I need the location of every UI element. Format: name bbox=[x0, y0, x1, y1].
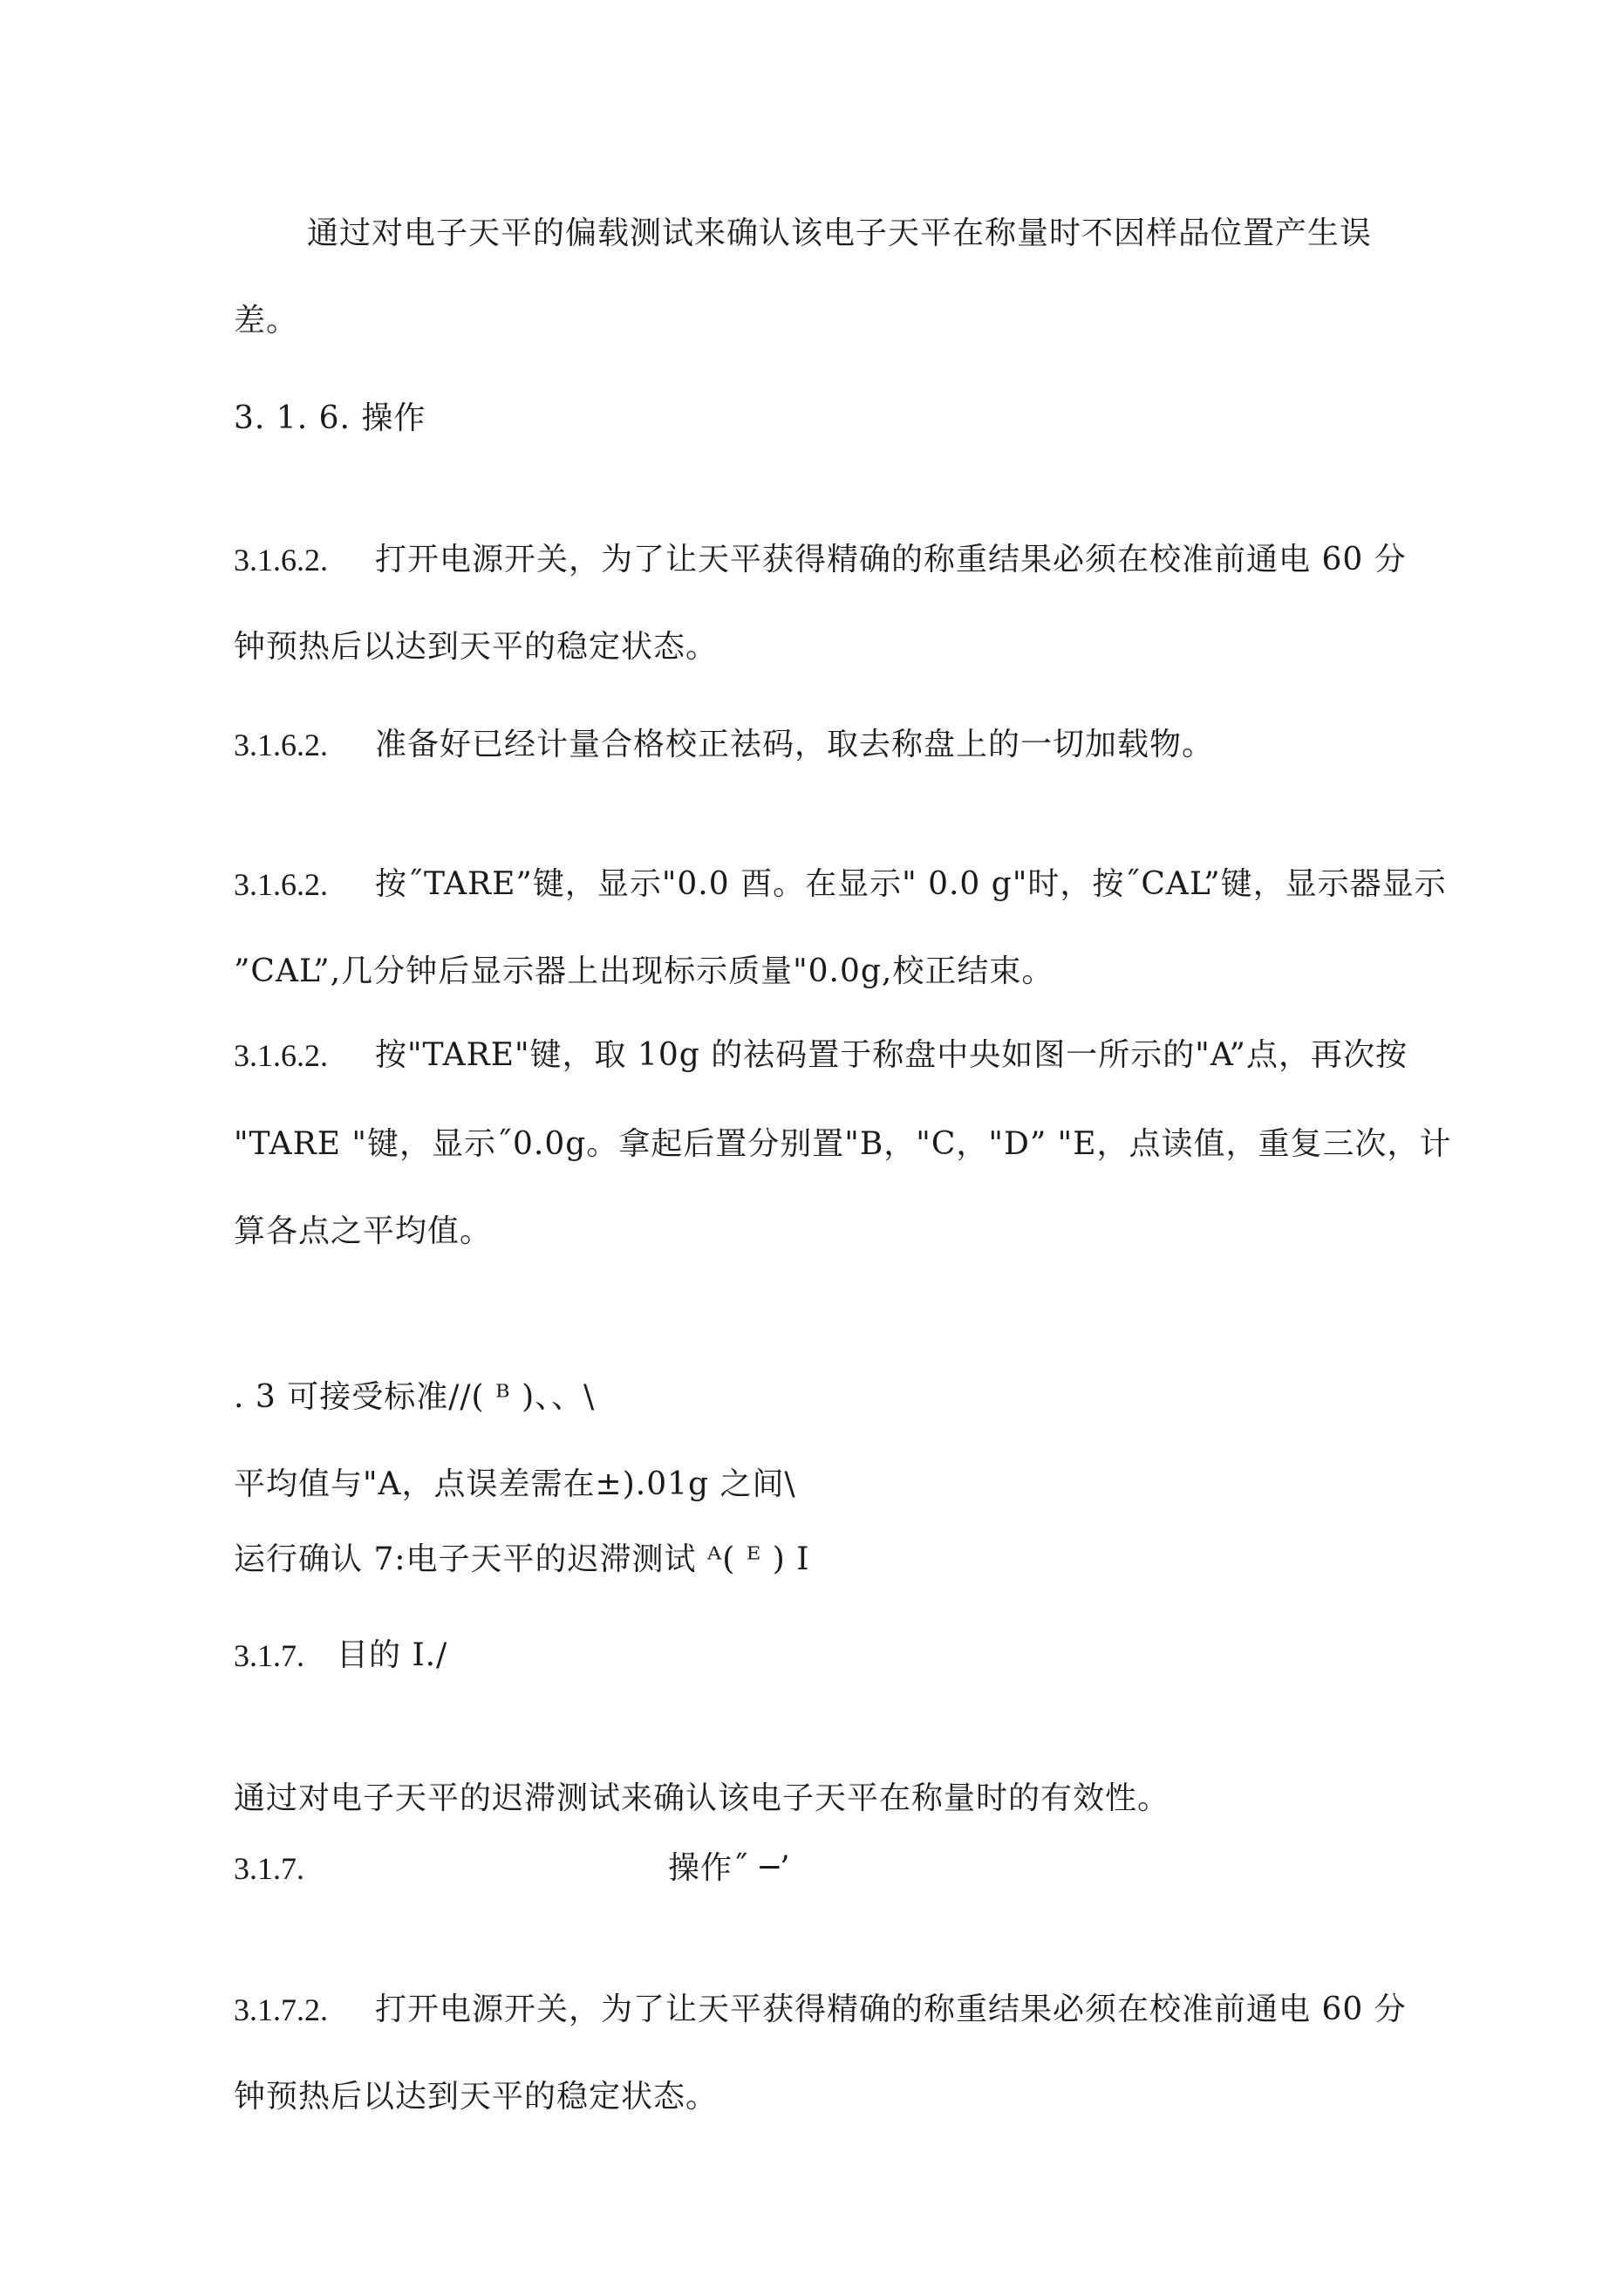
acceptance-line: 平均值与"A，点误差需在±).01g 之间\ bbox=[234, 1466, 796, 1502]
item-number: 3.1.6.2. bbox=[234, 728, 328, 762]
paragraph-line: 通过对电子天平的偏载测试来确认该电子天平在称量时不因样品位置产生误 bbox=[307, 215, 1373, 251]
item-text-line: ”CAL”,几分钟后显示器上出现标示质量"0.0g,校正结束。 bbox=[234, 953, 1054, 989]
item-number: 3.1.6.2. bbox=[234, 1038, 328, 1073]
run-confirmation-heading: 运行确认 7:电子天平的迟滞测试 ᴬ( ᴱ ) I bbox=[234, 1541, 810, 1577]
section-heading-operation: 操作˝ ─’ bbox=[668, 1850, 791, 1886]
item-text-line: 准备好已经计量合格校正祛码，取去称盘上的一切加载物。 bbox=[375, 727, 1215, 762]
item-text-line: 钟预热后以达到天平的稳定状态。 bbox=[234, 629, 719, 665]
section-heading-purpose: 目的 I./ bbox=[337, 1637, 448, 1673]
section-heading-3-1-6: 3. 1. 6. 操作 bbox=[234, 400, 426, 436]
item-text-line: 打开电源开关，为了让天平获得精确的称重结果必须在校准前通电 60 分 bbox=[375, 542, 1407, 577]
item-number: 3.1.7.2. bbox=[234, 1992, 328, 2027]
item-number: 3.1.6.2. bbox=[234, 867, 328, 902]
item-text-line: 钟预热后以达到天平的稳定状态。 bbox=[234, 2079, 719, 2115]
acceptance-heading: . 3 可接受标准//( ᴮ )、、\ bbox=[234, 1379, 596, 1415]
section-number: 3.1.7. bbox=[234, 1851, 304, 1886]
item-text-line: 算各点之平均值。 bbox=[234, 1213, 493, 1249]
paragraph-line: 通过对电子天平的迟滞测试来确认该电子天平在称量时的有效性。 bbox=[234, 1780, 1170, 1816]
item-text-line: 打开电源开关，为了让天平获得精确的称重结果必须在校准前通电 60 分 bbox=[375, 1992, 1407, 2027]
item-text-line: "TARE "键，显示˝0.0g。拿起后置分别置"B，"C，"D” "E，点读值，重复三次，计 bbox=[234, 1126, 1452, 1162]
item-text-line: 按˝TARE”键，显示"0.0 酉。在显示" 0.0 g"时，按˝CAL”键，显示器显示 bbox=[375, 866, 1447, 902]
item-text-line: 按"TARE"键，取 10g 的祛码置于称盘中央如图一所示的"A”点，再次按 bbox=[375, 1037, 1408, 1073]
paragraph-line: 差。 bbox=[234, 303, 299, 338]
section-number: 3.1.7. bbox=[234, 1638, 304, 1673]
item-number: 3.1.6.2. bbox=[234, 543, 328, 577]
